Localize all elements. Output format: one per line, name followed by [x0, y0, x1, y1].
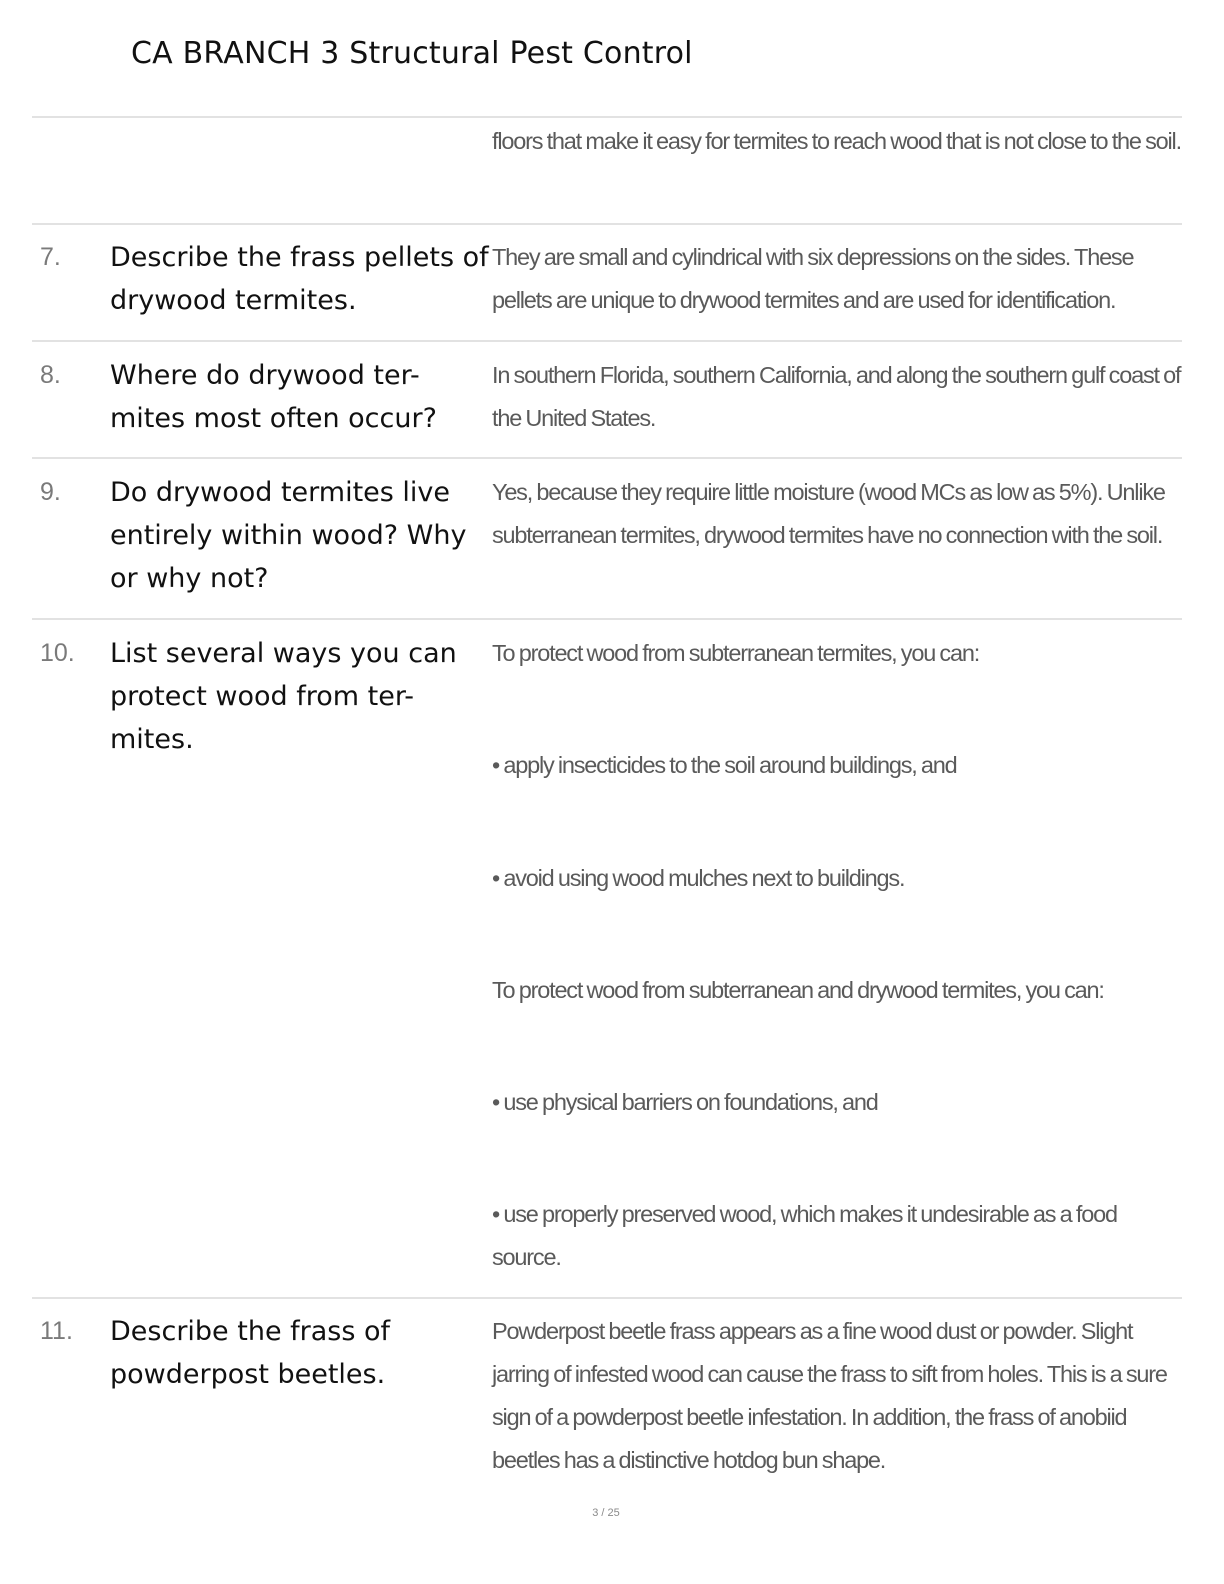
- answer-paragraph: To protect wood from subterranean and drywood termites, you can:: [492, 977, 1104, 1003]
- question-text: Do drywood termites live entirely within wood? Why or why not?: [110, 477, 467, 594]
- item-number: 11.: [40, 1317, 73, 1345]
- answer-paragraph: Powderpost beetle frass appears as a fine wood dust or powder. Slight jarring of infested wood can cause the frass to sift from holes. This is a sure sign of a powderpost beetle infestation. In addition, the frass of anobiid beetles has a distinctive hotdog bun shape.: [492, 1318, 1167, 1473]
- question-text: Describe the frass of powderpost beetles.: [110, 1316, 391, 1390]
- answer-paragraph: To protect wood from subterranean termites, you can:: [492, 640, 980, 666]
- question-text: Describe the frass pellets of drywood termites.: [110, 242, 489, 316]
- document-title: CA BRANCH 3 Structural Pest Control: [131, 36, 693, 71]
- answer-text: [492, 354, 1182, 440]
- divider: [32, 223, 1182, 225]
- divider: [32, 340, 1182, 342]
- answer-bullet: • use physical barriers on foundations, and: [492, 1089, 878, 1115]
- question-text: Where do drywood ter-mites most often occur?: [110, 360, 437, 434]
- answer-bullet: • avoid using wood mulches next to buildings.: [492, 865, 905, 891]
- answer-paragraph: They are small and cylindrical with six depressions on the sides. These pellets are unique to drywood termites and are used for identification.: [492, 244, 1134, 313]
- item-number: 9.: [40, 478, 61, 506]
- answer-bullet: • apply insecticides to the soil around buildings, and: [492, 752, 957, 778]
- answer-bullet: • use properly preserved wood, which makes it undesirable as a food source.: [492, 1201, 1117, 1270]
- answer-text: [492, 471, 1182, 557]
- divider: [32, 457, 1182, 459]
- answer-paragraph: Yes, because they require little moisture (wood MCs as low as 5%). Unlike subterranean termites, drywood termites have no connection with the soil.: [492, 479, 1165, 548]
- item-number: 10.: [40, 639, 75, 667]
- answer-text: [492, 1310, 1182, 1482]
- divider: [32, 1297, 1182, 1299]
- item-number: 8.: [40, 361, 61, 389]
- question-text: List several ways you can protect wood from ter-mites.: [110, 638, 457, 755]
- answer-paragraph: floors that make it easy for termites to reach wood that is not close to the soil.: [492, 128, 1181, 154]
- divider: [32, 116, 1182, 118]
- continued-answer: [492, 120, 1182, 163]
- answer-text: [492, 236, 1182, 322]
- divider: [32, 618, 1182, 620]
- item-number: 7.: [40, 243, 61, 271]
- answer-paragraph: In southern Florida, southern California, and along the southern gulf coast of the United States.: [492, 362, 1181, 431]
- page-number: 3 / 25: [592, 1507, 620, 1519]
